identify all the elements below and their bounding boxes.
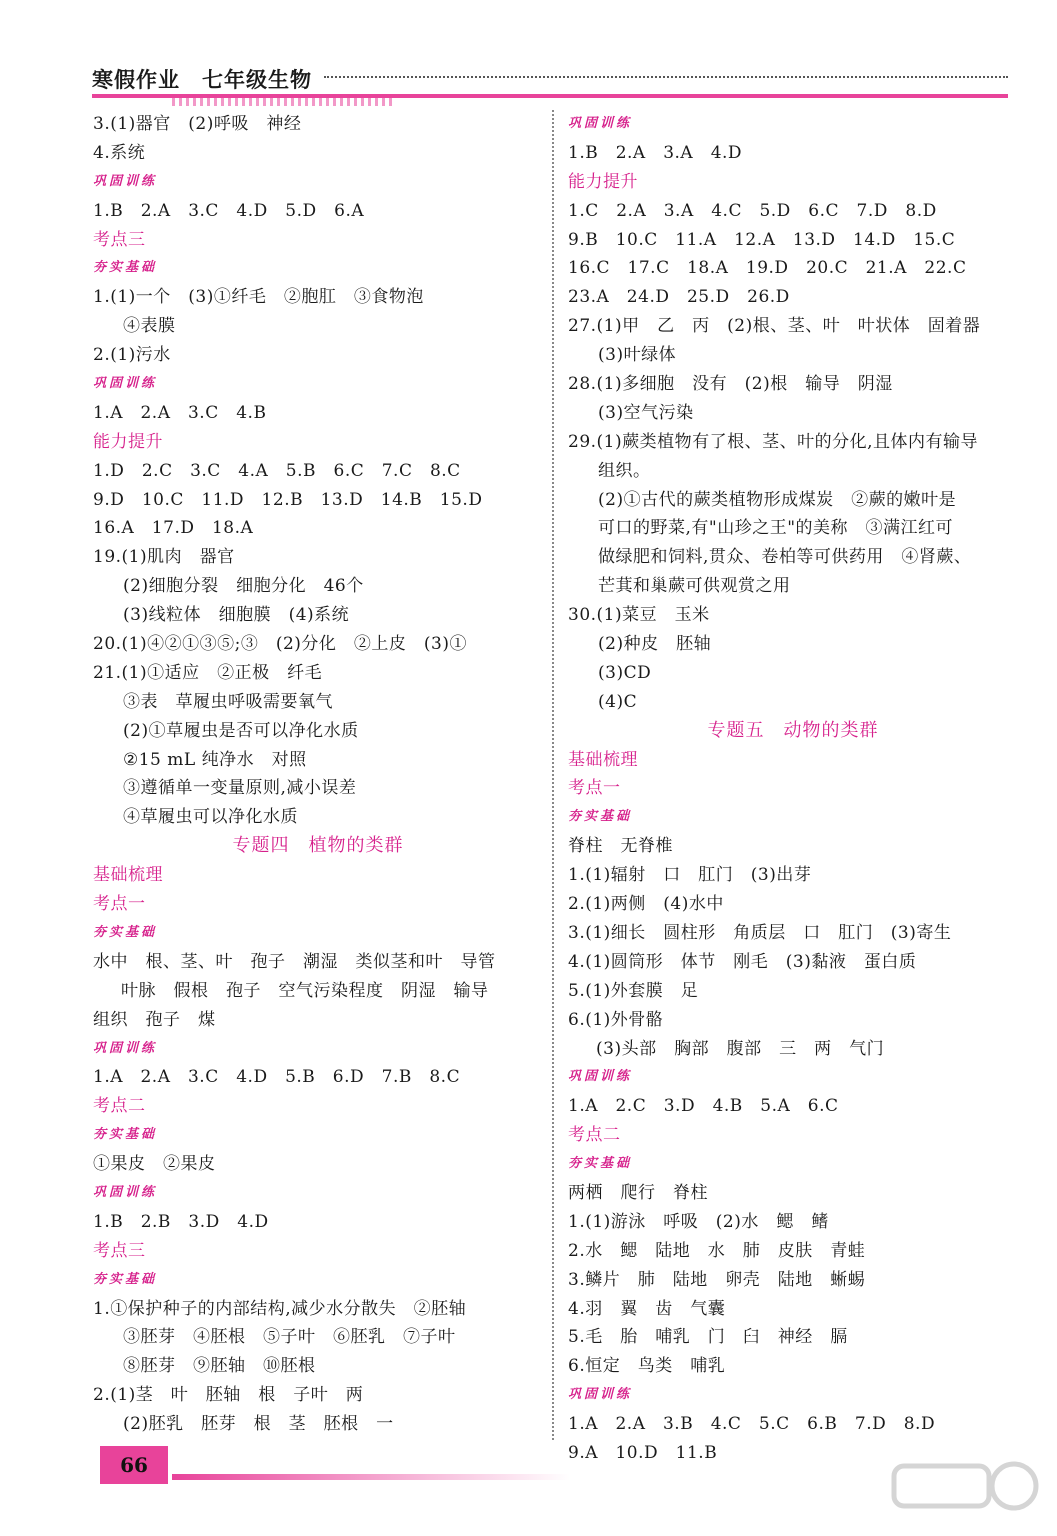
answer-line: 3.(1)器官 (2)呼吸 神经	[93, 114, 302, 134]
section-heading: 考点一	[568, 778, 621, 799]
subsection-label: 夯实基础	[93, 1271, 158, 1287]
section-heading: 考点三	[93, 1240, 146, 1261]
answer-line: (3)CD	[598, 662, 652, 683]
answer-line: 两栖 爬行 脊柱	[568, 1182, 708, 1203]
answer-line: 叶脉 假根 孢子 空气污染程度 阴湿 输导	[121, 980, 489, 1001]
answer-line: 组织 孢子 煤	[93, 1009, 216, 1030]
answer-line: 16.A 17.D 18.A	[93, 518, 254, 539]
answer-line: (3)叶绿体	[598, 345, 677, 366]
subsection-label: 巩固训练	[93, 173, 158, 189]
subsection-label: 巩固训练	[93, 1040, 158, 1056]
answer-line: (2)胚乳 胚芽 根 茎 胚根 一	[123, 1414, 394, 1435]
book-subtitle: 七年级生物	[202, 68, 312, 92]
answer-line: ②15 mL 纯净水 对照	[123, 749, 307, 770]
answer-line: 1.D 2.C 3.C 4.A 5.B 6.C 7.C 8.C	[93, 460, 461, 481]
answer-line: ③遵循单一变量原则,减小误差	[123, 778, 357, 799]
answer-line: 1.(1)一个 (3)①纤毛 ②胞肛 ③食物泡	[93, 287, 424, 308]
page-footer	[100, 1446, 570, 1486]
answer-line: (3)空气污染	[598, 402, 694, 423]
answer-line: ④表膜	[123, 316, 176, 337]
answer-line: 6.(1)外骨骼	[568, 1009, 664, 1030]
answer-line: 3.(1)细长 圆柱形 角质层 口 肛门 (3)寄生	[568, 922, 952, 943]
subsection-label: 巩固训练	[93, 1184, 158, 1200]
section-heading: 考点二	[93, 1096, 146, 1117]
right-column	[568, 110, 1018, 1468]
answer-line: 1.B 2.A 3.A 4.D	[568, 142, 743, 163]
column-divider	[552, 110, 554, 1440]
answer-line: 1.A 2.A 3.B 4.C 5.C 6.B 7.D 8.D	[568, 1414, 936, 1435]
section-heading: 基础梳理	[93, 865, 163, 886]
answer-line: 2.(1)两侧 (4)水中	[568, 894, 724, 915]
answer-line: 1.B 2.A 3.C 4.D 5.D 6.A	[93, 200, 365, 221]
answer-line: (2)细胞分裂 细胞分化 46个	[123, 576, 364, 597]
answer-line: 脊柱 无脊椎	[568, 836, 673, 857]
answer-line: 5.毛 胎 哺乳 门 臼 神经 膈	[568, 1327, 848, 1348]
topic-heading: 专题五 动物的类群	[707, 719, 879, 741]
section-heading: 能力提升	[93, 431, 163, 452]
subsection-label: 巩固训练	[568, 116, 633, 131]
answer-line: ③胚芽 ④胚根 ⑤子叶 ⑥胚乳 ⑦子叶	[123, 1327, 456, 1348]
left-column	[93, 110, 543, 1439]
watermark-logo-icon	[889, 1456, 1039, 1526]
answer-line: 1.(1)游泳 呼吸 (2)水 鳃 鳍	[568, 1211, 829, 1232]
section-heading: 考点二	[568, 1125, 621, 1146]
answer-line: 4.(1)圆筒形 体节 刚毛 (3)黏液 蛋白质	[568, 951, 917, 972]
answer-line: (3)线粒体 细胞膜 (4)系统	[123, 605, 350, 626]
subsection-label: 夯实基础	[93, 924, 158, 940]
section-heading: 基础梳理	[568, 749, 638, 770]
header-title	[92, 64, 334, 94]
answer-line: 30.(1)菜豆 玉米	[568, 605, 710, 626]
answer-line: (4)C	[598, 691, 638, 712]
answer-line: 1.(1)辐射 口 肛门 (3)出芽	[568, 865, 812, 886]
answer-line: 20.(1)④②①③⑤;③ (2)分化 ②上皮 (3)①	[93, 634, 468, 655]
answer-line: 2.水 鳃 陆地 水 肺 皮肤 青蛙	[568, 1240, 866, 1261]
answer-line: 2.(1)茎 叶 胚轴 根 子叶 两	[93, 1385, 364, 1406]
answer-line: ①果皮 ②果皮	[93, 1154, 216, 1175]
footer-accent-bar	[172, 1474, 570, 1480]
answer-line: 19.(1)肌肉 器官	[93, 547, 235, 568]
subsection-label: 巩固训练	[568, 1069, 633, 1085]
answer-line: 组织。	[598, 460, 651, 481]
section-heading: 考点三	[93, 229, 146, 250]
header-dotted-rule	[324, 76, 1008, 78]
topic-heading: 专题四 植物的类群	[232, 835, 404, 857]
answer-line: 水中 根、茎、叶 孢子 潮湿 类似茎和叶 导管	[93, 951, 496, 972]
subsection-label: 巩固训练	[93, 376, 158, 392]
answer-line: 1.C 2.A 3.A 4.C 5.D 6.C 7.D 8.D	[568, 200, 937, 221]
subsection-label: 巩固训练	[568, 1387, 633, 1403]
answer-line: 4.羽 翼 齿 气囊	[568, 1298, 726, 1319]
answer-line: 3.鳞片 肺 陆地 卵壳 陆地 蜥蜴	[568, 1269, 866, 1290]
answer-line: 16.C 17.C 18.A 19.D 20.C 21.A 22.C	[568, 258, 967, 279]
subsection-label: 夯实基础	[93, 260, 158, 276]
answer-line: (3)头部 胸部 腹部 三 两 气门	[596, 1038, 885, 1059]
answer-line: 芒萁和巢蕨可供观赏之用	[598, 576, 791, 597]
answer-line: 27.(1)甲 乙 丙 (2)根、茎、叶 叶状体 固着器	[568, 316, 981, 337]
answer-line: 1.A 2.A 3.C 4.B	[93, 402, 267, 423]
header-decoration	[172, 98, 392, 106]
answer-line: 做绿肥和饲料,贯众、卷柏等可供药用 ④肾蕨、	[598, 547, 972, 568]
answer-line: 1.A 2.A 3.C 4.D 5.B 6.D 7.B 8.C	[93, 1067, 461, 1088]
answer-line: ④草履虫可以净化水质	[123, 807, 298, 828]
answer-line: 9.D 10.C 11.D 12.B 13.D 14.B 15.D	[93, 489, 483, 510]
section-heading: 能力提升	[568, 171, 638, 192]
answer-line: ③表 草履虫呼吸需要氧气	[123, 691, 333, 712]
answer-line: (2)①古代的蕨类植物形成煤炭 ②蕨的嫩叶是	[598, 489, 957, 510]
answer-line: 29.(1)蕨类植物有了根、茎、叶的分化,且体内有输导	[568, 431, 979, 452]
subsection-label: 夯实基础	[568, 1156, 633, 1172]
answer-line: 9.A 10.D 11.B	[568, 1442, 718, 1463]
answer-line: 1.①保护种子的内部结构,减少水分散失 ②胚轴	[93, 1298, 467, 1319]
page-header	[92, 62, 1008, 106]
subsection-label: 夯实基础	[568, 809, 633, 825]
answer-line: 4.系统	[93, 142, 146, 163]
answer-line: 23.A 24.D 25.D 26.D	[568, 287, 790, 308]
answer-line: 1.B 2.B 3.D 4.D	[93, 1211, 269, 1232]
answer-line: 2.(1)污水	[93, 345, 171, 366]
page-number: 66	[100, 1446, 168, 1484]
section-heading: 考点一	[93, 894, 146, 915]
subsection-label: 夯实基础	[93, 1127, 158, 1143]
answer-line: 5.(1)外套膜 足	[568, 980, 699, 1001]
answer-line: ⑧胚芽 ⑨胚轴 ⑩胚根	[123, 1356, 316, 1377]
answer-line: (2)①草履虫是否可以净化水质	[123, 720, 359, 741]
answer-line: 9.B 10.C 11.A 12.A 13.D 14.D 15.C	[568, 229, 956, 250]
book-title: 寒假作业	[92, 68, 180, 92]
answer-line: 可口的野菜,有"山珍之王"的美称 ③满江红可	[598, 518, 954, 539]
answer-line: 21.(1)①适应 ②正极 纤毛	[93, 662, 323, 683]
answer-line: (2)种皮 胚轴	[598, 634, 712, 655]
answer-line: 1.A 2.C 3.D 4.B 5.A 6.C	[568, 1096, 839, 1117]
answer-line: 6.恒定 鸟类 哺乳	[568, 1356, 726, 1377]
answer-line: 28.(1)多细胞 没有 (2)根 输导 阴湿	[568, 374, 893, 395]
